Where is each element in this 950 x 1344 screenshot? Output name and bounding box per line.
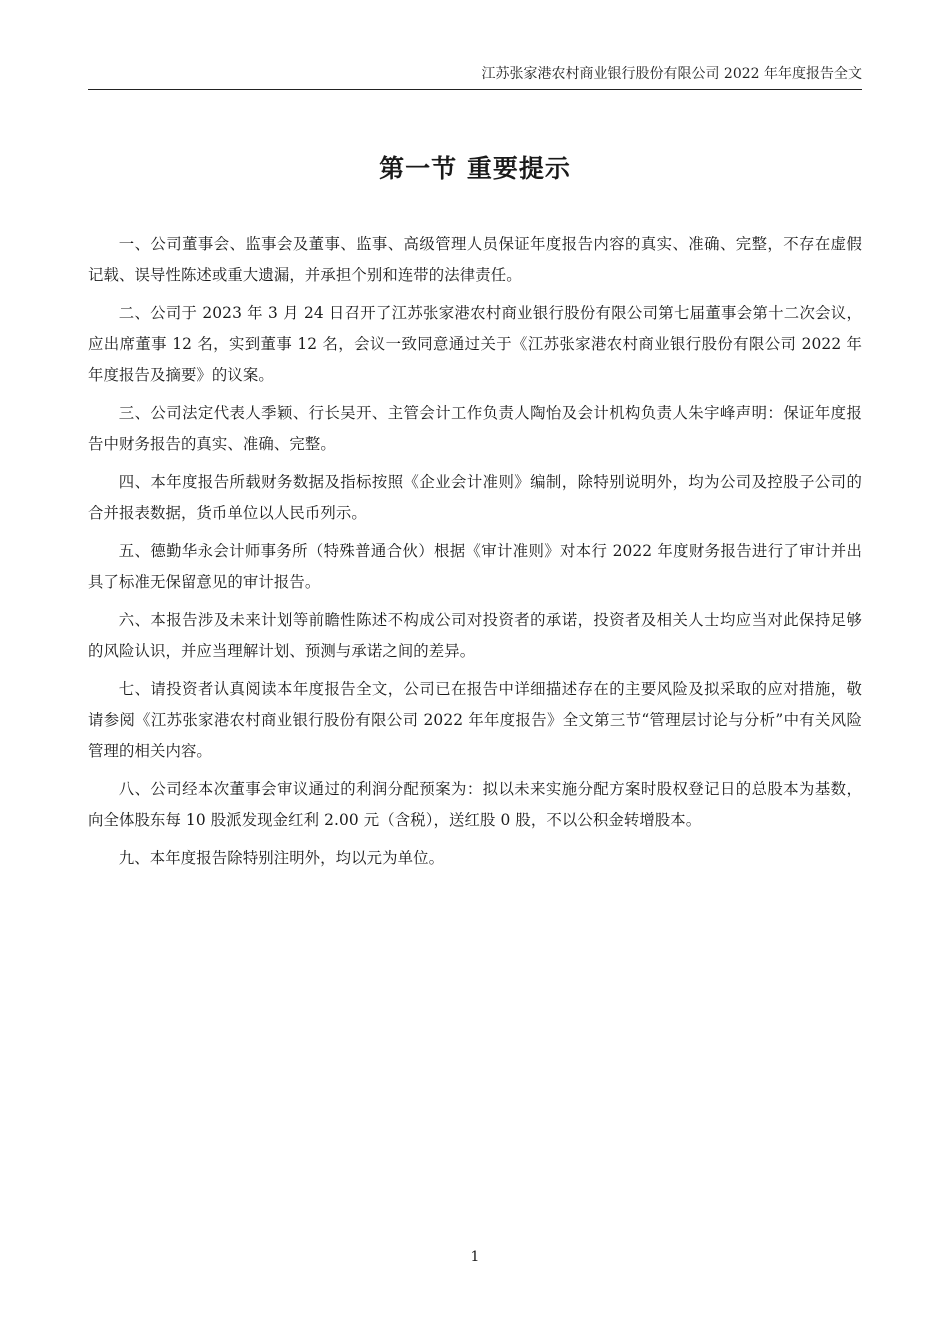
paragraph-1: 一、公司董事会、监事会及董事、监事、高级管理人员保证年度报告内容的真实、准确、完整，不存在虚假记载、误导性陈述或重大遗漏，并承担个别和连带的法律责任。 bbox=[88, 235, 862, 284]
paragraph-5: 五、德勤华永会计师事务所（特殊普通合伙）根据《审计准则》对本行 2022 年度财务报告进行了审计并出具了标准无保留意见的审计报告。 bbox=[88, 542, 862, 591]
paragraph-3: 三、公司法定代表人季颖、行长吴开、主管会计工作负责人陶怡及会计机构负责人朱宇峰声明：保证年度报告中财务报告的真实、准确、完整。 bbox=[88, 404, 862, 453]
paragraph-9: 九、本年度报告除特别注明外，均以元为单位。 bbox=[118, 849, 445, 867]
page-number: 1 bbox=[470, 1249, 480, 1265]
paragraph-6: 六、本报告涉及未来计划等前瞻性陈述不构成公司对投资者的承诺，投资者及相关人士均应当对此保持足够的风险认识，并应当理解计划、预测与承诺之间的差异。 bbox=[88, 611, 862, 660]
paragraph-4: 四、本年度报告所载财务数据及指标按照《企业会计准则》编制，除特别说明外，均为公司及控股子公司的合并报表数据，货币单位以人民币列示。 bbox=[88, 473, 862, 522]
paragraph-2: 二、公司于 2023 年 3 月 24 日召开了江苏张家港农村商业银行股份有限公司第七届董事会第十二次会议，应出席董事 12 名，实到董事 12 名，会议一致同意通过关于《江苏张家港农村商业银行股份有限公司 2022 年年度报告及摘要》的议案。 bbox=[88, 304, 862, 384]
page-header bbox=[88, 64, 862, 90]
section-title: 第一节 重要提示 bbox=[379, 154, 571, 183]
paragraph-8: 八、公司经本次董事会审议通过的利润分配预案为：拟以未来实施分配方案时股权登记日的总股本为基数，向全体股东每 10 股派发现金红利 2.00 元（含税），送红股 0 股，不以公积金转增股本。 bbox=[88, 780, 862, 829]
header-title: 江苏张家港农村商业银行股份有限公司 2022 年年度报告全文 bbox=[481, 66, 862, 82]
paragraph-7: 七、请投资者认真阅读本年度报告全文，公司已在报告中详细描述存在的主要风险及拟采取的应对措施，敬请参阅《江苏张家港农村商业银行股份有限公司 2022 年年度报告》全文第三节“管理层讨论与分析”中有关风险管理的相关内容。 bbox=[88, 680, 862, 760]
body-text bbox=[88, 229, 862, 881]
